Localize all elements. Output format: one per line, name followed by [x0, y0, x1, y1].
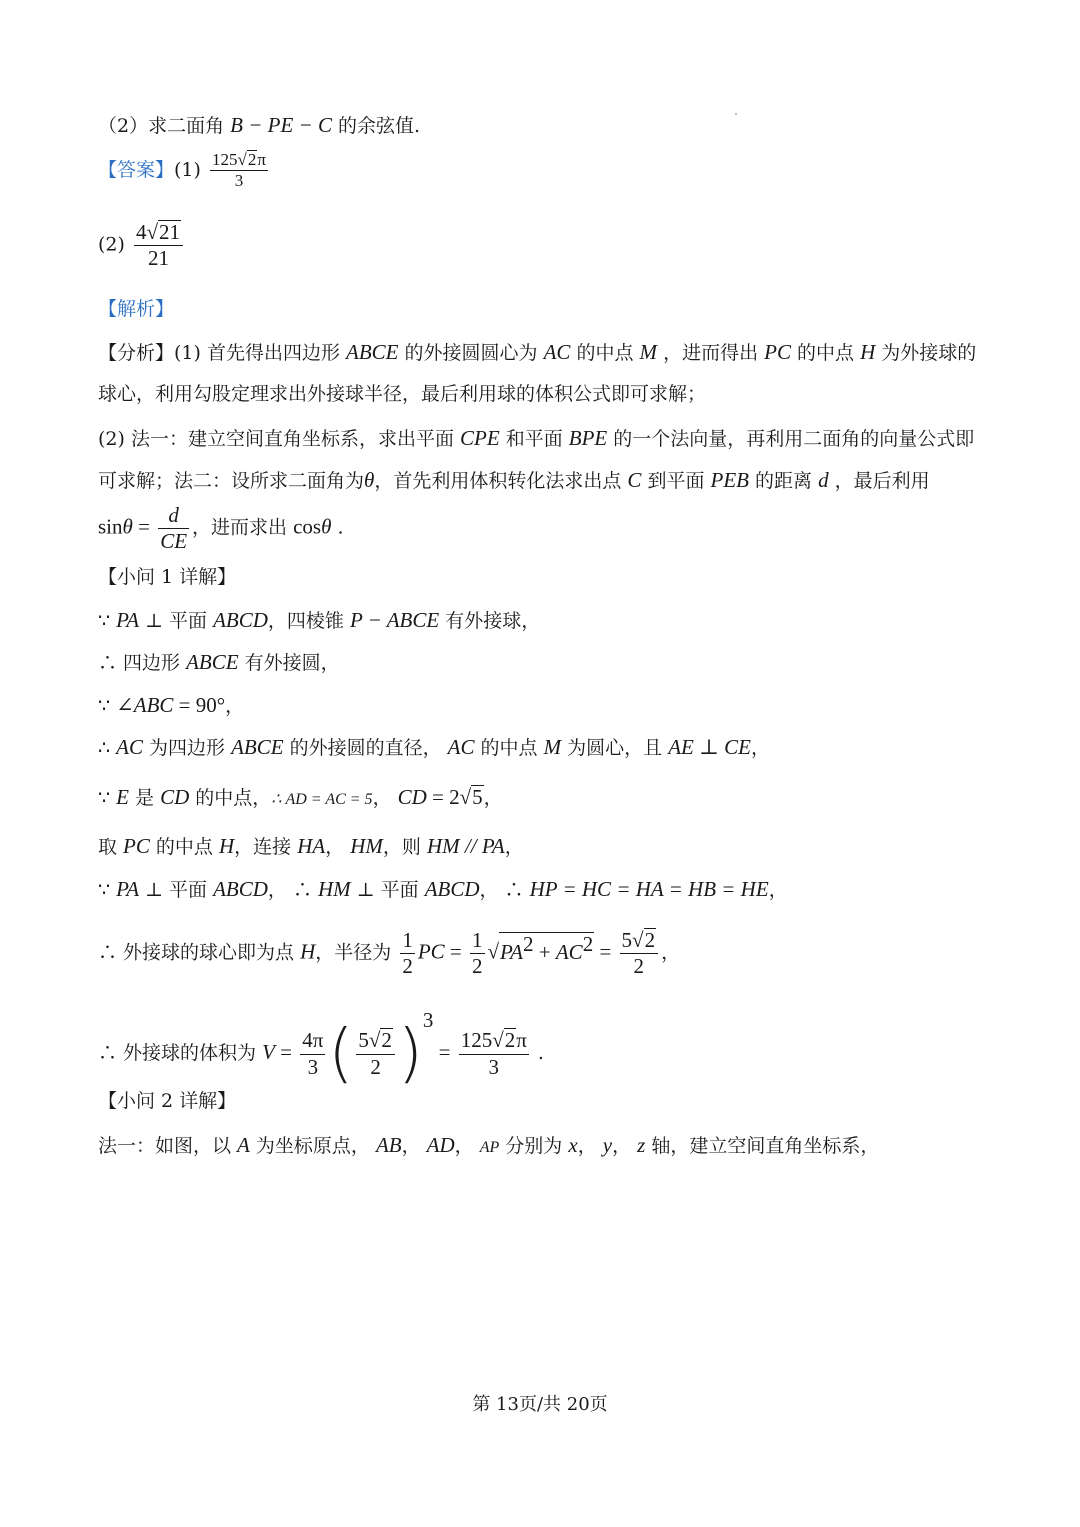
- question-2-line: （2）求二面角 B − PE − C 的余弦值.: [98, 113, 421, 137]
- answer-label: 【答案】: [98, 158, 175, 181]
- fenxi-line-5: sinθ = $\frac{d}{CE}$ ，进而求出 cosθ .: [98, 503, 344, 554]
- fenxi-line-3: (2) 法一：建立空间直角坐标系，求出平面 CPE 和平面 BPE 的一个法向量，再利用二面角的向量公式即: [98, 426, 975, 450]
- fenxi-line-1: 【分析】(1) 首先得出四边形 ABCE 的外接圆圆心为 AC 的中点 M ，进而得出 PC 的中点 H 为外接球的: [98, 340, 977, 364]
- step-1-7: ∵ PA ⊥ 平面 ABCD， ∴ HM ⊥ 平面 ABCD， ∴ HP = HC = HA = HB = HE，: [98, 877, 788, 901]
- step-2-1: 法一：如图，以 A 为坐标原点， AB， AD， AP 分别为 x， y， z 轴，建立空间直角坐标系，: [98, 1133, 880, 1157]
- step-1-4: ∴ AC 为四边形 ABCE 的外接圆的直径， AC 的中点 M 为圆心，且 AE ⊥ CE，: [98, 735, 770, 759]
- step-1-3: ∵ ∠ABC = 90°，: [98, 693, 245, 717]
- answer-line-2: (2) $\frac{4√21}{21}$: [98, 220, 186, 271]
- fenxi-line-2: 球心，利用勾股定理求出外接球半径，最后利用球的体积公式即可求解；: [98, 383, 707, 405]
- answer-1-fraction: $\frac{125√2\pi}{3}$: [211, 150, 266, 191]
- sub-question-2-label: 【小问 2 详解】: [98, 1090, 237, 1112]
- step-1-8: ∴ 外接球的球心即为点 H，半径为 $\frac{1}{2}$ PC = $\frac{1}{2}$ $√PA^2 + AC^2$ = $\frac{5√2}{2}$ ，: [98, 928, 681, 979]
- step-1-9: ∴ 外接球的体积为 V = $\frac{4\pi}{3}$ ( $\frac{5√2}{2}$ )$^3$ = $\frac{125√2\pi}{3}$ .: [98, 1008, 544, 1091]
- radius-fraction: $\frac{5√2}{2}$: [620, 928, 659, 979]
- analysis-label: 【解析】: [98, 298, 175, 320]
- radius-radical: $PA^2 + AC^2$: [500, 931, 594, 964]
- page-number: 第 13页/共 20页: [472, 1394, 608, 1415]
- step-1-2: ∴ 四边形 ABCE 有外接圆，: [98, 650, 340, 674]
- step-1-1: ∵ PA ⊥ 平面 ABCD，四棱锥 P − ABCE 有外接球，: [98, 608, 541, 632]
- step-1-5: ∵ E 是 CD 的中点，∴ AD = AC = 5， CD = 2√5，: [98, 785, 503, 809]
- scan-speck: [735, 113, 737, 115]
- sin-fraction: $\frac{d}{CE}$: [160, 503, 188, 554]
- half-fraction-2: $\frac{1}{2}$: [472, 928, 483, 979]
- sub-question-1-label: 【小问 1 详解】: [98, 566, 237, 588]
- fenxi-line-4: 可求解；法二：设所求二面角为θ，首先利用体积转化法求出点 C 到平面 PEB 的距离 d ，最后利用: [98, 468, 930, 492]
- answer-2-fraction: $\frac{4√21}{21}$: [134, 220, 183, 271]
- inner-fraction: $\frac{5√2}{2}$: [356, 1028, 395, 1079]
- half-fraction: $\frac{1}{2}$: [402, 928, 413, 979]
- step-1-6: 取 PC 的中点 H，连接 HA， HM，则 HM // PA，: [98, 834, 524, 858]
- volume-fraction: $\frac{125√2\pi}{3}$: [460, 1028, 527, 1079]
- four-pi-third: $\frac{4\pi}{3}$: [302, 1028, 324, 1079]
- answer-line-1: 【答案】(1) $\frac{125√2\pi}{3}$: [98, 150, 266, 191]
